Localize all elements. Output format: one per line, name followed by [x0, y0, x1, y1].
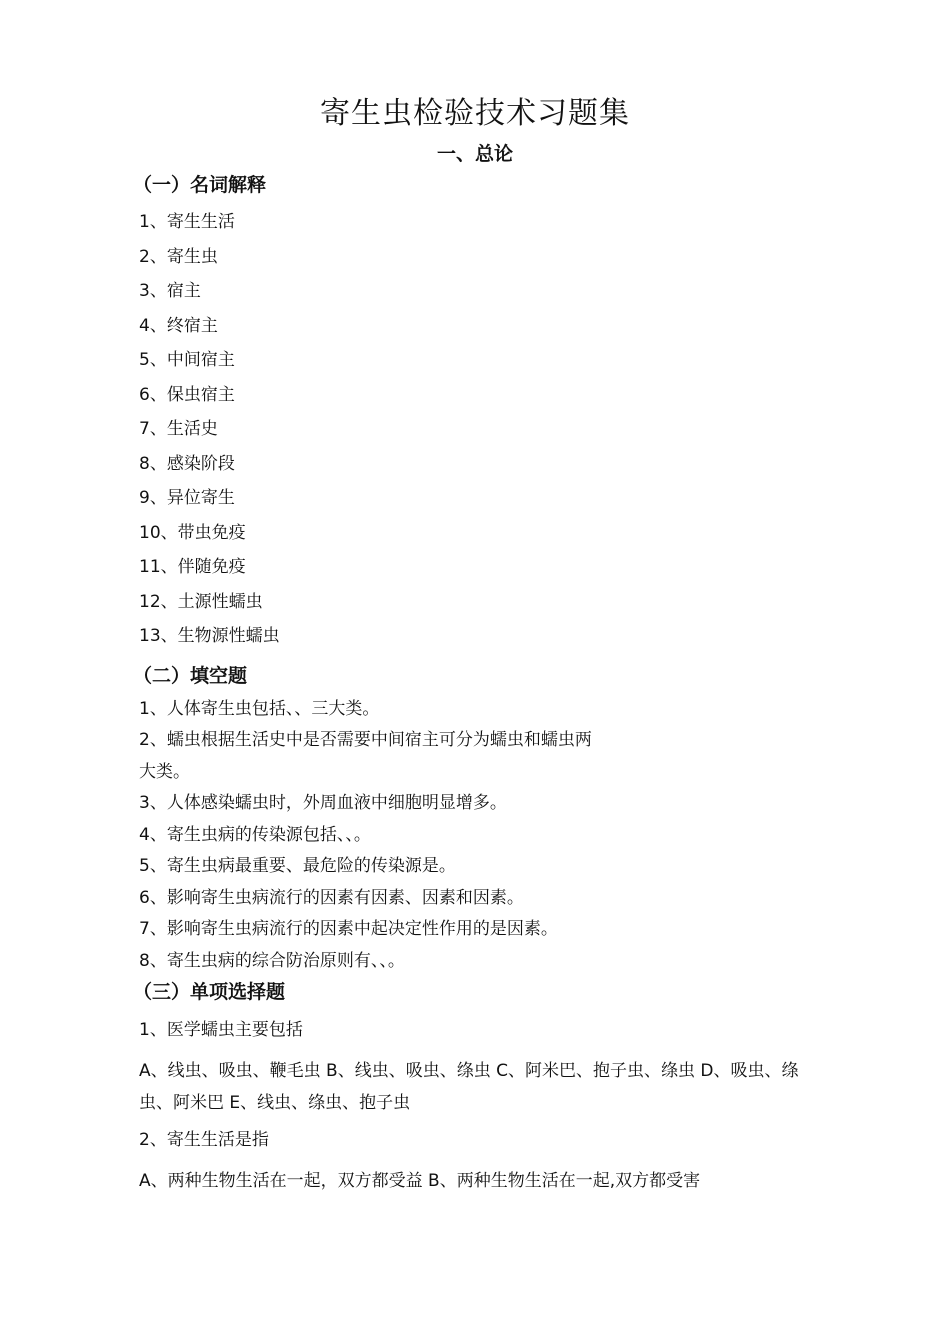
question-stem: 2、寄生生活是指 — [139, 1130, 269, 1150]
term-item: 11、伴随免疫 — [139, 557, 246, 577]
term-item: 5、中间宿主 — [139, 350, 235, 370]
term-item: 2、寄生虫 — [139, 247, 218, 267]
term-item: 10、带虫免疫 — [139, 523, 246, 543]
document-title: 寄生虫检验技术习题集 — [320, 96, 630, 131]
term-item: 7、生活史 — [139, 419, 218, 439]
fill-blank-item: 5、寄生虫病最重要、最危险的传染源是。 — [139, 856, 456, 876]
fill-blank-item: 7、影响寄生虫病流行的因素中起决定性作用的是因素。 — [139, 919, 558, 939]
fill-blank-item: 3、人体感染蠕虫时，外周血液中细胞明显增多。 — [139, 793, 507, 813]
fill-blank-item: 6、影响寄生虫病流行的因素有因素、因素和因素。 — [139, 888, 524, 908]
term-item: 4、终宿主 — [139, 316, 218, 336]
chapter-title: 一、总论 — [436, 143, 513, 165]
section-heading-single-choice: （三）单项选择题 — [133, 981, 286, 1003]
question-stem: 1、医学蠕虫主要包括 — [139, 1020, 303, 1040]
term-item: 8、感染阶段 — [139, 454, 235, 474]
fill-blank-item: 8、寄生虫病的综合防治原则有、、。 — [139, 951, 405, 971]
question-options: A、两种生物生活在一起，双方都受益 B、两种生物生活在一起,双方都受害 — [139, 1171, 701, 1191]
term-item: 13、生物源性蠕虫 — [139, 626, 280, 646]
section-heading-terms: （一）名词解释 — [133, 174, 267, 196]
fill-blank-item: 1、人体寄生虫包括、、三大类。 — [139, 699, 380, 719]
term-item: 1、寄生生活 — [139, 212, 235, 232]
term-item: 12、土源性蠕虫 — [139, 592, 263, 612]
fill-blank-item-continuation: 大类。 — [139, 762, 190, 782]
fill-blank-item: 2、蠕虫根据生活史中是否需要中间宿主可分为蠕虫和蠕虫两 — [139, 730, 592, 750]
section-heading-fill-blank: （二）填空题 — [133, 665, 248, 687]
fill-blank-item: 4、寄生虫病的传染源包括、、。 — [139, 825, 371, 845]
question-options: A、线虫、吸虫、鞭毛虫 B、线虫、吸虫、绦虫 C、阿米巴、抱子虫、绦虫 D、吸虫、绦虫、阿米巴 E、线虫、绦虫、抱子虫 — [139, 1061, 799, 1113]
term-item: 3、宿主 — [139, 281, 201, 301]
term-item: 9、异位寄生 — [139, 488, 235, 508]
term-item: 6、保虫宿主 — [139, 385, 235, 405]
